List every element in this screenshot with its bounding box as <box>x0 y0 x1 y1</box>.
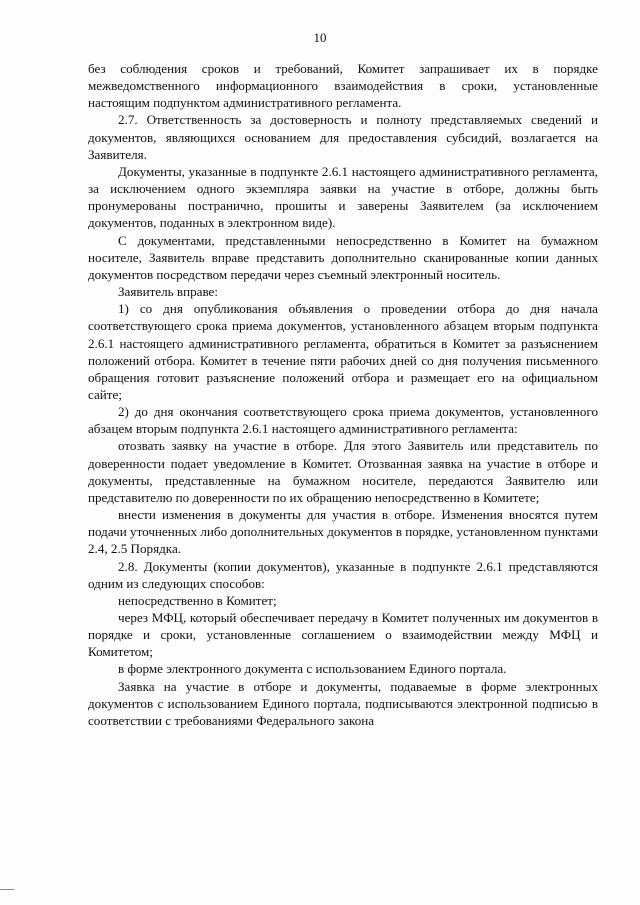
paragraph-right-2: 2) до дня окончания соответствующего срока приема документов, установленного абзацем вторым подпункта 2.6.1 настоящего административного регламента: <box>88 404 598 437</box>
paragraph-amend-documents: внести изменения в документы для участия в отборе. Изменения вносятся путем подачи уточненных либо дополнительных документов в порядке, установленном пунктами 2.4, 2.5 Порядка. <box>88 507 598 557</box>
paragraph-method-direct: непосредственно в Комитет; <box>118 592 277 608</box>
paragraph-method-electronic: в форме электронного документа с использованием Единого портала. <box>118 661 507 677</box>
paragraph-continuation: без соблюдения сроков и требований, Комитет запрашивает их в порядке межведомственного информационного взаимодействия в сроки, установленные настоящим подпунктом административного регламента. <box>88 61 598 111</box>
document-body <box>88 60 598 729</box>
paragraph-method-mfc: через МФЦ, который обеспечивает передачу в Комитет полученных им документов в порядке и сроки, установленные соглашением о взаимодействии между МФЦ и Комитетом; <box>88 610 598 660</box>
paragraph-documents-numbered: Документы, указанные в подпункте 2.6.1 настоящего административного регламента, за исключением одного экземпляра заявки на участие в отборе, должны быть пронумерованы постранично, прошиты и заверены Заявителем (за исключением документов, поданных в электронном виде). <box>88 163 598 231</box>
paragraph-withdraw-application: отозвать заявку на участие в отборе. Для этого Заявитель или представитель по доверенности подает уведомление в Комитет. Отозванная заявка на участие в отборе и документы, представленные на бумажном носителе, передаются Заявителю или представителю по доверенности по их обращению непосредственно в Комитете; <box>88 438 598 505</box>
page-number: 10 <box>313 30 327 45</box>
paragraph-2-8: 2.8. Документы (копии документов), указанные в подпункте 2.6.1 представляются одним из следующих способов: <box>88 558 598 591</box>
footer-divider <box>0 889 14 890</box>
paragraph-scanned-copies: С документами, представленными непосредственно в Комитет на бумажном носителе, Заявитель вправе представить дополнительно сканированные копии данных документов посредством передачи через съемный электронный носитель. <box>88 232 598 282</box>
paragraph-right-1: 1) со дня опубликования объявления о проведении отбора до дня начала соответствующего срока приема документов, установленного абзацем вторым подпункта 2.6.1 настоящего административного регламента, обратиться в Комитет за разъяснением положений отбора. Комитет в течение пяти рабочих дней со дня получения письменного обращения готовит разъяснение положений отбора и размещает его на официальном сайте; <box>88 301 598 402</box>
paragraph-applicant-rights: Заявитель вправе: <box>118 284 218 300</box>
paragraph-2-7: 2.7. Ответственность за достоверность и полноту представляемых сведений и документов, являющихся основанием для предоставления субсидий, возлагается на Заявителя. <box>88 112 598 162</box>
paragraph-electronic-signature: Заявка на участие в отборе и документы, подаваемые в форме электронных документов с использованием Единого портала, подписываются электронной подписью в соответствии с требованиями Федерального закона <box>88 678 598 728</box>
